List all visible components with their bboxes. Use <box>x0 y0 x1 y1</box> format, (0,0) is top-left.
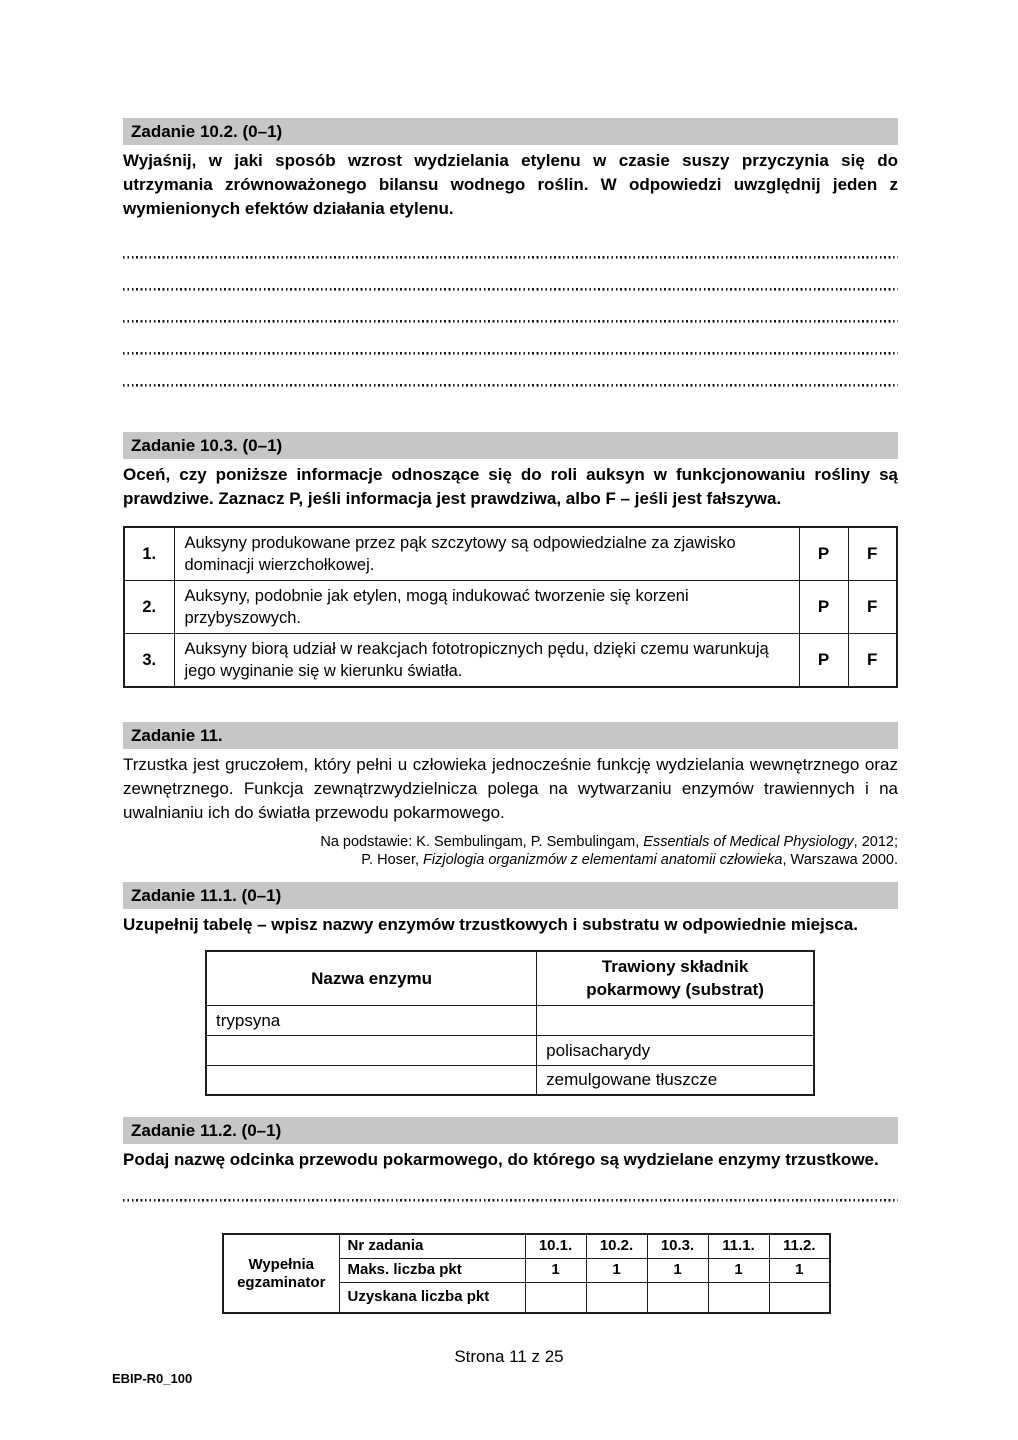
task-number-cell: 11.2. <box>769 1234 830 1258</box>
table-row <box>223 1234 830 1258</box>
option-f-cell[interactable]: F <box>848 527 897 581</box>
earned-points-cell[interactable] <box>708 1282 769 1313</box>
row-number: 2. <box>124 581 174 634</box>
substrate-cell: zemulgowane tłuszcze <box>537 1065 814 1095</box>
option-f-cell[interactable]: F <box>848 634 897 688</box>
max-points-cell: 1 <box>708 1258 769 1282</box>
source-citation-line <box>123 852 898 870</box>
enzyme-name-input-cell[interactable] <box>206 1065 537 1095</box>
source-text: , Warszawa 2000. <box>782 851 898 868</box>
examiner-score-table <box>222 1233 831 1314</box>
examiner-label: Wypełnia egzaminator <box>223 1234 339 1313</box>
row-number: 3. <box>124 634 174 688</box>
max-points-cell: 1 <box>647 1258 708 1282</box>
task-11-2-instruction: Podaj nazwę odcinka przewodu pokarmowego, do którego są wydzielane enzymy trzustkowe. <box>123 1150 879 1169</box>
max-points-cell: 1 <box>525 1258 586 1282</box>
task-header-label: Zadanie 11.2. (0–1) <box>131 1121 282 1140</box>
substrate-cell: polisacharydy <box>537 1035 814 1065</box>
enzyme-name-cell: trypsyna <box>206 1005 537 1035</box>
table-row <box>124 527 897 581</box>
enzyme-name-input-cell[interactable] <box>206 1035 537 1065</box>
answer-dotted-line[interactable] <box>123 259 898 291</box>
task-header-11-1 <box>123 882 898 909</box>
earned-points-cell[interactable] <box>647 1282 708 1313</box>
page-number: Strona 11 z 25 <box>454 1347 564 1366</box>
table-row <box>206 1065 814 1095</box>
task-header-label: Zadanie 11. <box>131 726 223 745</box>
table-row <box>206 1005 814 1035</box>
task-11-intro-text: Trzustka jest gruczołem, który pełni u człowieka jednocześnie funkcję wydzielania wewnętrznego oraz zewnętrznego. Funkcja zewnątrzwydzielnicza polega na wytwarzaniu enzymów trawiennych i na uwalnianiu ich do światła przewodu pokarmowego. <box>123 755 898 822</box>
statement-text: Auksyny, podobnie jak etylen, mogą indukować tworzenie się korzeni przybyszowych. <box>174 581 799 634</box>
option-p-cell[interactable]: P <box>799 581 848 634</box>
score-row-label: Maks. liczba pkt <box>339 1258 525 1282</box>
answer-dotted-line[interactable] <box>123 291 898 323</box>
task-number-cell: 10.2. <box>586 1234 647 1258</box>
max-points-cell: 1 <box>769 1258 830 1282</box>
max-points-cell: 1 <box>586 1258 647 1282</box>
task-number-cell: 11.1. <box>708 1234 769 1258</box>
task-10-2-answer-area <box>123 227 898 387</box>
source-citation <box>123 834 898 869</box>
substrate-header: Trawiony składnik pokarmowy (substrat) <box>537 951 814 1005</box>
score-row-label: Nr zadania <box>339 1234 525 1258</box>
option-f-cell[interactable]: F <box>848 581 897 634</box>
statement-text: Auksyny biorą udział w reakcjach fototropicznych pędu, dzięki czemu warunkują jego wyginanie się w kierunku światła. <box>174 634 799 688</box>
earned-points-cell[interactable] <box>586 1282 647 1313</box>
task-number-cell: 10.1. <box>525 1234 586 1258</box>
enzyme-table <box>205 950 815 1096</box>
answer-dotted-line[interactable] <box>123 323 898 355</box>
task-10-2-instruction: Wyjaśnij, w jaki sposób wzrost wydzielania etylenu w czasie suszy przyczynia się do utrzymania zrównoważonego bilansu wodnego roślin. W odpowiedzi uwzględnij jeden z wymienionych efektów działania etylenu. <box>123 151 898 218</box>
option-p-cell[interactable]: P <box>799 527 848 581</box>
task-header-11-2 <box>123 1117 898 1144</box>
task-11-1-instruction: Uzupełnij tabelę – wpisz nazwy enzymów trzustkowych i substratu w odpowiednie miejsca. <box>123 915 858 934</box>
source-title-italic: Essentials of Medical Physiology <box>643 834 854 850</box>
source-text: Na podstawie: K. Sembulingam, P. Sembulingam, <box>320 834 644 850</box>
row-number: 1. <box>124 527 174 581</box>
earned-points-cell[interactable] <box>769 1282 830 1313</box>
task-header-label: Zadanie 10.3. (0–1) <box>131 436 283 455</box>
task-header-label: Zadanie 10.2. (0–1) <box>131 122 283 141</box>
table-header-row <box>206 951 814 1005</box>
earned-points-cell[interactable] <box>525 1282 586 1313</box>
table-row <box>124 634 897 688</box>
enzyme-name-header: Nazwa enzymu <box>206 951 537 1005</box>
task-10-3-instruction: Oceń, czy poniższe informacje odnoszące się do roli auksyn w funkcjonowaniu rośliny są prawdziwe. Zaznacz P, jeśli informacja jest prawdziwa, albo F – jeśli jest fałszywa. <box>123 465 898 508</box>
source-citation-line <box>123 834 898 852</box>
task-header-11 <box>123 722 898 749</box>
true-false-table <box>123 526 898 688</box>
answer-dotted-line[interactable] <box>123 1182 898 1202</box>
form-code: EBIP-R0_100 <box>112 1371 193 1386</box>
table-row <box>124 581 897 634</box>
option-p-cell[interactable]: P <box>799 634 848 688</box>
source-text: , 2012; <box>853 834 898 850</box>
task-header-10-3 <box>123 432 898 459</box>
task-header-10-2 <box>123 118 898 145</box>
source-text: P. Hoser, <box>361 851 424 868</box>
substrate-input-cell[interactable] <box>537 1005 814 1035</box>
source-title-italic: Fizjologia organizmów z elementami anatomii człowieka <box>423 851 783 868</box>
task-header-label: Zadanie 11.1. (0–1) <box>131 886 282 905</box>
task-number-cell: 10.3. <box>647 1234 708 1258</box>
table-row <box>206 1035 814 1065</box>
score-row-label: Uzyskana liczba pkt <box>339 1282 525 1313</box>
statement-text: Auksyny produkowane przez pąk szczytowy są odpowiedzialne za zjawisko dominacji wierzchołkowej. <box>174 527 799 581</box>
answer-dotted-line[interactable] <box>123 227 898 259</box>
answer-dotted-line[interactable] <box>123 355 898 387</box>
